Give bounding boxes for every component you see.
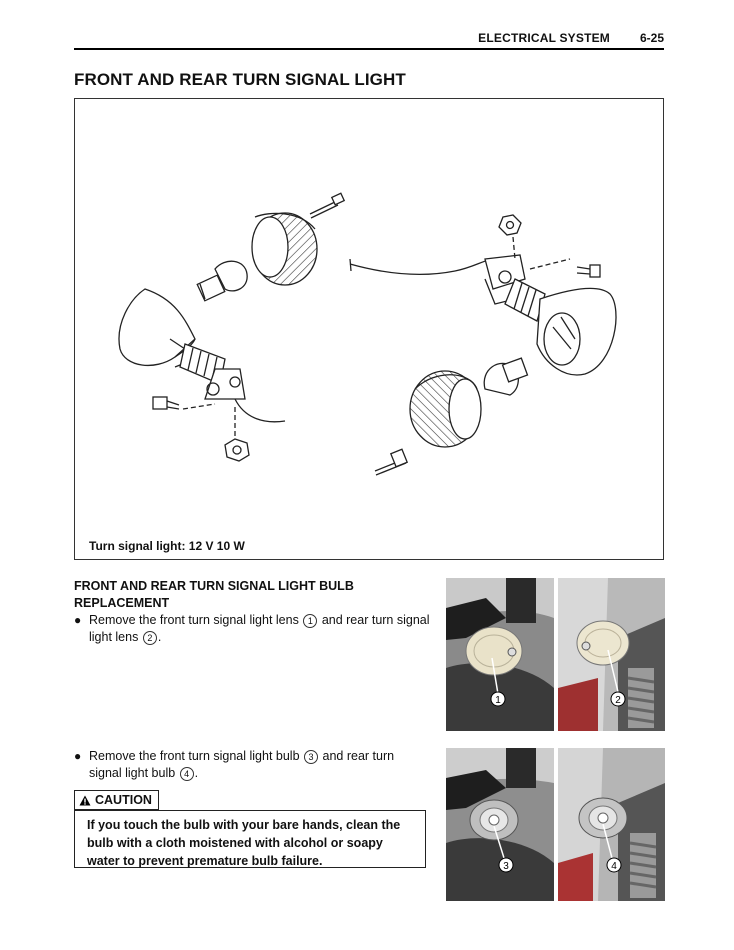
turn-signal-exploded-view [75,99,665,561]
front-housing [119,289,285,422]
warning-triangle-icon [79,795,91,806]
photo-rear-bulb [558,748,665,901]
callout-3-icon: 3 [304,750,318,764]
callout-2-icon: 2 [143,631,157,645]
figure-caption: Turn signal light: 12 V 10 W [89,539,245,553]
instruction-text: and rear turn signal light lens [89,613,430,644]
rear-bulb [484,358,527,395]
callout-1-icon: 1 [303,614,317,628]
photo-callout-4: 4 [611,861,617,872]
front-lens-screw [310,193,344,218]
caution-label [74,790,159,810]
section-title: FRONT AND REAR TURN SIGNAL LIGHT BULB REPLACEMENT [74,579,354,610]
instruction-lens-removal [74,612,430,646]
photo-callout-2: 2 [615,695,621,706]
photo-front-bulb [446,748,554,901]
front-lens [252,213,317,285]
instruction-text: Remove the front turn signal light bulb [89,749,300,763]
caution-label-text: CAUTION [95,793,152,807]
rear-mount-bolt [530,259,600,277]
rear-lens [410,371,481,447]
photo-callout-3: 3 [503,861,509,872]
instruction-text: . [194,766,199,780]
page-header [74,28,664,50]
rear-housing [537,288,616,375]
front-bulb [197,261,247,301]
photo-callout-1: 1 [495,695,501,706]
instruction-text: . [157,630,162,644]
rear-wire [350,259,495,274]
instruction-text: and rear turn signal light bulb [89,749,395,780]
instruction-text: Remove the front turn signal light lens [89,613,299,627]
front-mount-bolt [153,397,249,461]
page-number: 6-25 [639,31,664,45]
bullet-icon: ● [74,613,82,627]
photo-front-lens [446,578,554,731]
header-section-title: ELECTRICAL SYSTEM [478,31,610,45]
callout-4-icon: 4 [180,767,194,781]
exploded-diagram [74,98,664,560]
page-title: FRONT AND REAR TURN SIGNAL LIGHT [74,70,406,89]
bullet-icon: ● [74,749,82,763]
rear-lens-screw [375,449,407,475]
caution-text: If you touch the bulb with your bare hands, clean the bulb with a cloth moistened with alcohol or soapy water to prevent premature bulb failure. [87,818,401,868]
rear-mount-nut [499,215,521,259]
photo-rear-lens [558,578,665,731]
instruction-bulb-removal [74,748,430,782]
caution-text-box [74,810,426,868]
